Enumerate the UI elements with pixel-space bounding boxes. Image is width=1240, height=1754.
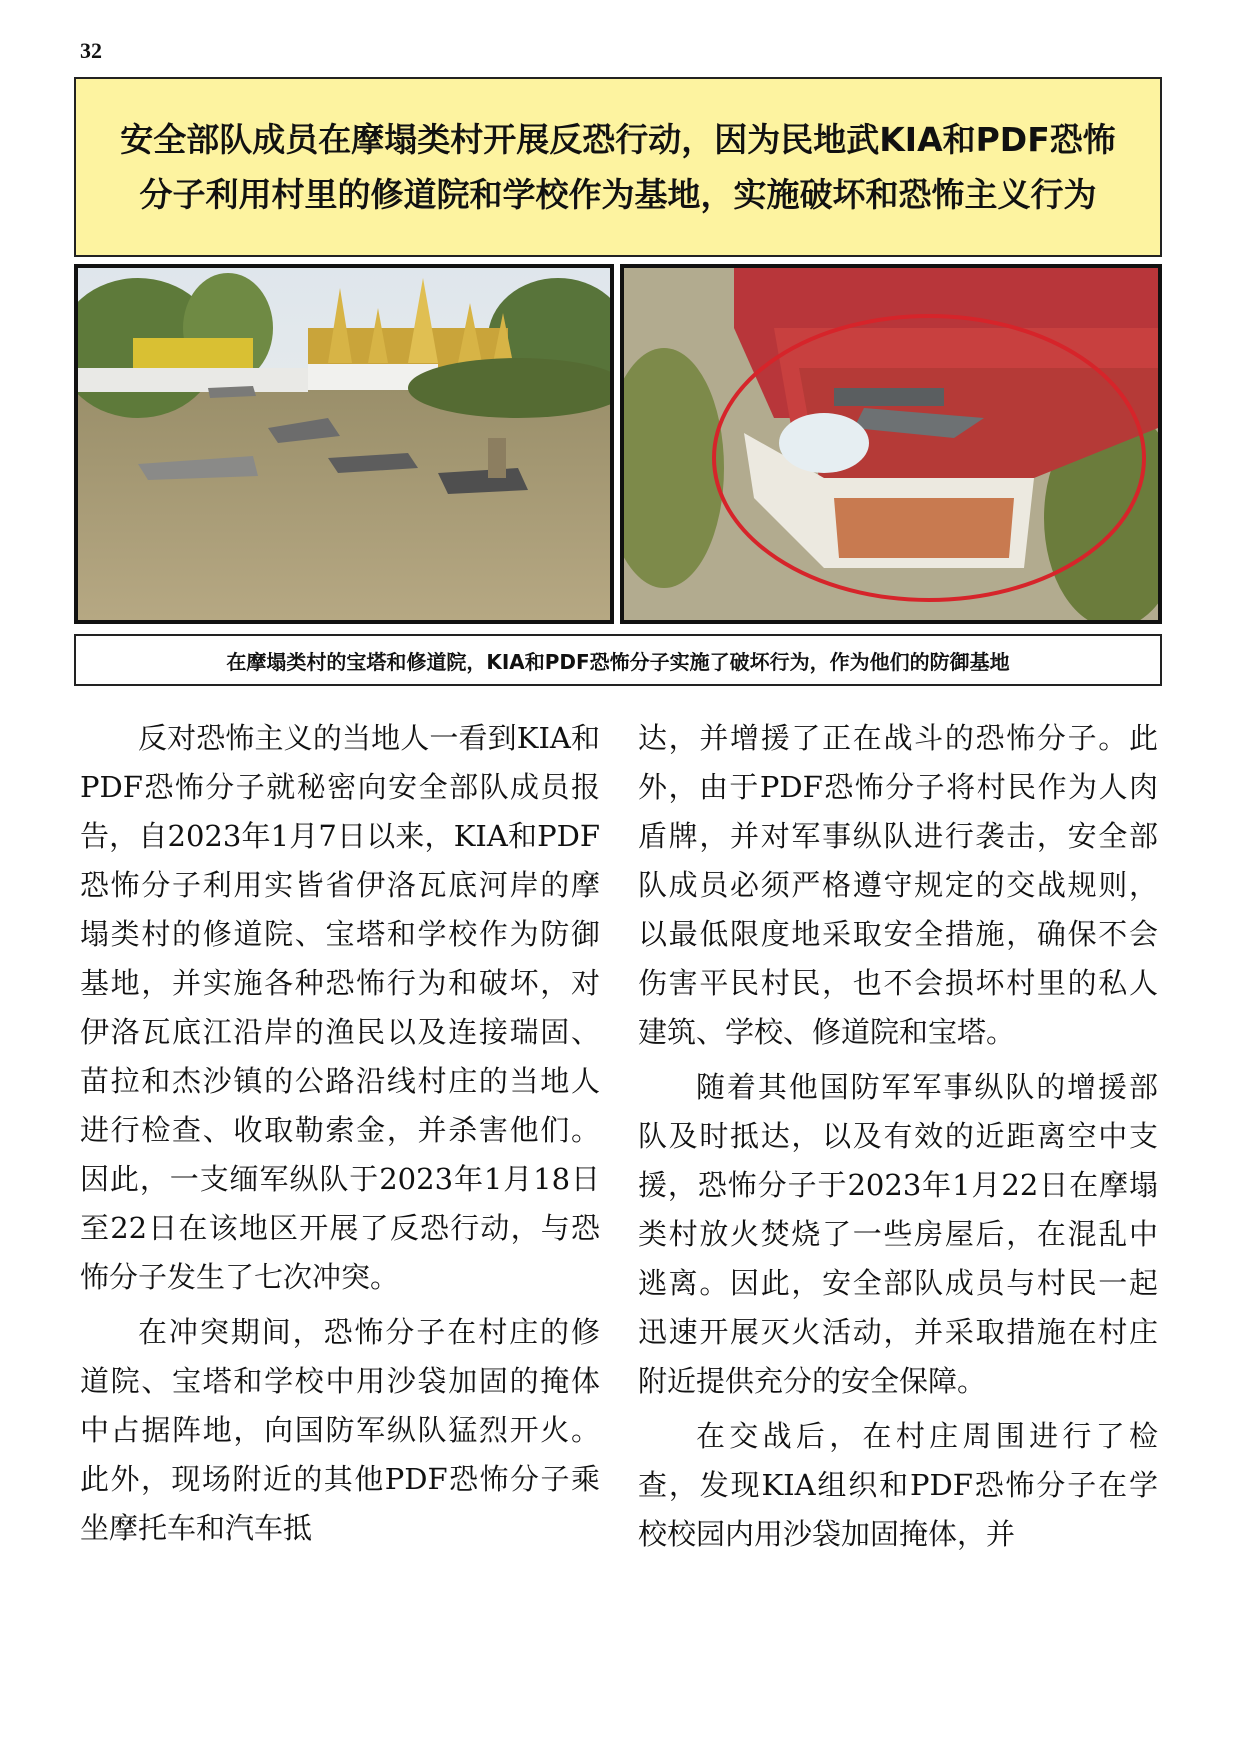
- paragraph: 达，并增援了正在战斗的恐怖分子。此外，由于PDF恐怖分子将村民作为人肉盾牌，并对军事纵队进行袭击，安全部队成员必须严格遵守规定的交战规则，以最低限度地采取安全措施，确保不会伤害平民村民，也不会损坏村里的私人建筑、学校、修道院和宝塔。: [638, 721, 1158, 1049]
- pagoda-yard-debris-photo-icon: [78, 268, 610, 620]
- paragraph: 在冲突期间，恐怖分子在村庄的修道院、宝塔和学校中用沙袋加固的掩体中占据阵地，向国防军纵队猛烈开火。此外，现场附近的其他PDF恐怖分子乘坐摩托车和汽车抵: [80, 1315, 600, 1545]
- damaged-pagoda-corner-photo-icon: [624, 268, 1158, 620]
- headline-text: 安全部队成员在摩塌类村开展反恐行动，因为民地武KIA和PDF恐怖分子利用村里的修道院和学校作为基地，实施破坏和恐怖主义行为: [120, 120, 1116, 214]
- photo-pagoda-yard: [74, 264, 614, 624]
- photo-caption-box: [74, 634, 1162, 686]
- photo-caption: 在摩塌类村的宝塔和修道院，KIA和PDF恐怖分子实施了破坏行为，作为他们的防御基地: [226, 649, 1010, 674]
- page-number: 32: [80, 38, 102, 63]
- headline-box: [74, 77, 1162, 257]
- photo-pagoda-corner: [620, 264, 1162, 624]
- paragraph: 随着其他国防军军事纵队的增援部队及时抵达，以及有效的近距离空中支援，恐怖分子于2023年1月22日在摩塌类村放火焚烧了一些房屋后，在混乱中逃离。因此，安全部队成员与村民一起迅速开展灭火活动，并采取措施在村庄附近提供充分的安全保障。: [638, 1070, 1158, 1398]
- paragraph: 在交战后，在村庄周围进行了检查，发现KIA组织和PDF恐怖分子在学校校园内用沙袋加固掩体，并: [638, 1419, 1158, 1551]
- body-column-right: [638, 714, 1158, 1565]
- body-column-left: [80, 714, 600, 1559]
- paragraph: 反对恐怖主义的当地人一看到KIA和PDF恐怖分子就秘密向安全部队成员报告，自2023年1月7日以来，KIA和PDF恐怖分子利用实皆省伊洛瓦底河岸的摩塌类村的修道院、宝塔和学校作为防御基地，并实施各种恐怖行为和破坏，对伊洛瓦底江沿岸的渔民以及连接瑞固、苗拉和杰沙镇的公路沿线村庄的当地人进行检查、收取勒索金，并杀害他们。因此，一支缅军纵队于2023年1月18日至22日在该地区开展了反恐行动，与恐怖分子发生了七次冲突。: [80, 721, 600, 1294]
